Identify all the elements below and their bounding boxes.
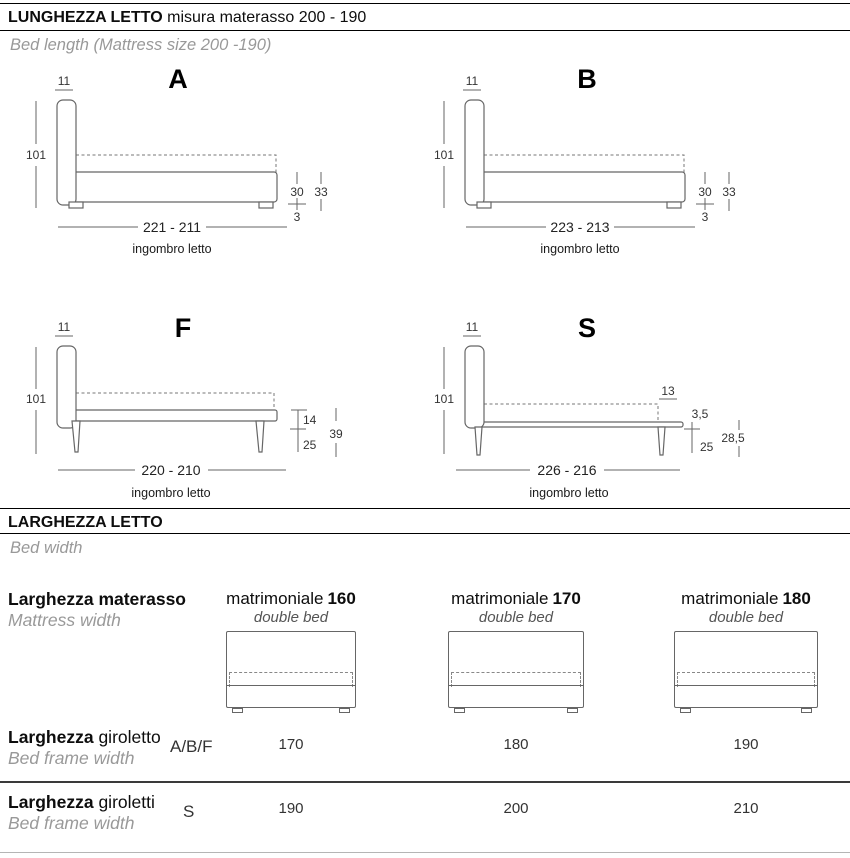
dim-overall-length: 221 - 211 (142, 219, 202, 235)
column-size: 180 (782, 589, 811, 608)
diagram-letter: A (168, 64, 188, 94)
frame-width-label-bold: Larghezza (8, 727, 94, 747)
diagram-caption: ingombro letto (540, 242, 620, 256)
dim-frame-height: 14 (303, 413, 317, 427)
bed-diagram-a (0, 60, 425, 310)
base-line (674, 685, 818, 686)
column-size: 170 (552, 589, 581, 608)
column-type: matrimoniale (451, 589, 549, 608)
headboard (57, 100, 76, 205)
frame-width-label-rest: giroletti (98, 792, 155, 812)
dim-base-height: 30 (290, 185, 304, 199)
frame-width-label-en-s: Bed frame width (8, 813, 135, 833)
dim-overall-height: 28,5 (721, 431, 745, 445)
section-width-underline-rule (0, 533, 850, 534)
frame-width-label-rest: giroletto (98, 727, 161, 747)
mattress-width-label-en: Mattress width (8, 610, 121, 630)
mattress-dashed-outline (484, 155, 684, 172)
dim-total-height: 101 (433, 148, 455, 162)
foot-right (801, 708, 812, 713)
bed-platform (473, 422, 683, 427)
diagram-letter: S (577, 313, 597, 343)
section-length-subtitle: Bed length (Mattress size 200 -190) (10, 36, 272, 54)
diagram-letter: F (174, 313, 192, 343)
foot-left (232, 708, 243, 713)
bed-front-180 (674, 631, 818, 708)
base-line (448, 685, 584, 686)
frame-row-models-s: S (183, 802, 195, 821)
frame-width-value: 210 (733, 800, 759, 817)
column-type: matrimoniale (226, 589, 324, 608)
mattress-dashed-outline (484, 404, 658, 422)
dim-total-height: 101 (25, 392, 47, 406)
dim-foot-height: 3 (293, 210, 301, 224)
bed-diagram-b (408, 60, 850, 310)
column-subtitle-180: double bed (708, 609, 784, 626)
column-header-180 (681, 589, 811, 609)
frame-width-value: 180 (503, 736, 529, 753)
mattress-dashed-outline (76, 155, 276, 172)
section-length-title-bold: LUNGHEZZA LETTO (8, 9, 163, 26)
dim-leg-height: 25 (303, 438, 317, 452)
dim-mattress-height: 13 (661, 384, 675, 398)
column-subtitle-170: double bed (478, 609, 554, 626)
foot-left (454, 708, 465, 713)
mattress-dashed-outline (76, 393, 274, 410)
bed-platform (65, 410, 277, 421)
frame-width-value: 170 (278, 736, 304, 753)
diagram-letter: B (577, 64, 597, 94)
diagram-caption: ingombro letto (529, 486, 609, 500)
bed-front-160 (226, 631, 356, 708)
dim-leg-height: 25 (700, 440, 714, 454)
foot-right (567, 708, 578, 713)
bed-base (65, 172, 277, 202)
frame-width-value: 190 (278, 800, 304, 817)
section-length-title-note: misura materasso 200 - 190 (167, 9, 367, 26)
dim-headboard-thickness: 11 (57, 320, 71, 334)
frame-width-value: 200 (503, 800, 529, 817)
leg-right (256, 421, 264, 452)
foot-left (680, 708, 691, 713)
dim-overall-length: 226 - 216 (537, 462, 597, 478)
column-subtitle-160: double bed (253, 609, 329, 626)
foot-left (477, 202, 491, 208)
dim-headboard-thickness: 11 (465, 74, 479, 88)
headboard (465, 346, 484, 428)
column-header-160 (226, 589, 356, 609)
mattress-width-label: Larghezza materasso (8, 589, 186, 609)
section-length-title (8, 9, 366, 27)
bed-base (473, 172, 685, 202)
bed-front-170 (448, 631, 584, 708)
headboard (57, 346, 76, 428)
dim-overall-length: 220 - 210 (141, 462, 201, 478)
frame-row-models-abf: A/B/F (170, 737, 213, 756)
column-header-170 (451, 589, 581, 609)
dim-frame-height: 3,5 (691, 407, 709, 421)
foot-left (69, 202, 83, 208)
diagram-caption: ingombro letto (131, 486, 211, 500)
leg-left (475, 427, 482, 455)
table-divider-rule (0, 781, 850, 783)
dim-overall-height: 39 (329, 427, 343, 441)
title-underline-rule (0, 30, 850, 31)
dim-headboard-thickness: 11 (57, 74, 71, 88)
base-line (226, 685, 356, 686)
top-rule (0, 3, 850, 4)
dim-total-height: 101 (433, 392, 455, 406)
foot-right (667, 202, 681, 208)
section-width-top-rule (0, 508, 850, 509)
foot-right (339, 708, 350, 713)
frame-width-label-en-abf: Bed frame width (8, 748, 135, 768)
headboard (465, 100, 484, 205)
bottom-rule (0, 852, 850, 853)
column-type: matrimoniale (681, 589, 779, 608)
dim-overall-height: 33 (722, 185, 736, 199)
bed-diagram-f (0, 310, 425, 510)
frame-width-label-s (8, 792, 155, 813)
section-width-title: LARGHEZZA LETTO (8, 514, 163, 531)
column-size: 160 (327, 589, 356, 608)
frame-width-value: 190 (733, 736, 759, 753)
dim-base-height: 30 (698, 185, 712, 199)
bed-diagram-s (408, 310, 850, 510)
leg-left (72, 421, 80, 452)
frame-width-label-bold: Larghezza (8, 792, 94, 812)
dim-foot-height: 3 (701, 210, 709, 224)
dim-overall-height: 33 (314, 185, 328, 199)
dim-total-height: 101 (25, 148, 47, 162)
dim-headboard-thickness: 11 (465, 320, 479, 334)
diagram-caption: ingombro letto (132, 242, 212, 256)
leg-right (658, 427, 665, 455)
section-width-subtitle: Bed width (10, 539, 83, 557)
frame-width-label-abf (8, 727, 161, 748)
dim-overall-length: 223 - 213 (550, 219, 610, 235)
foot-right (259, 202, 273, 208)
